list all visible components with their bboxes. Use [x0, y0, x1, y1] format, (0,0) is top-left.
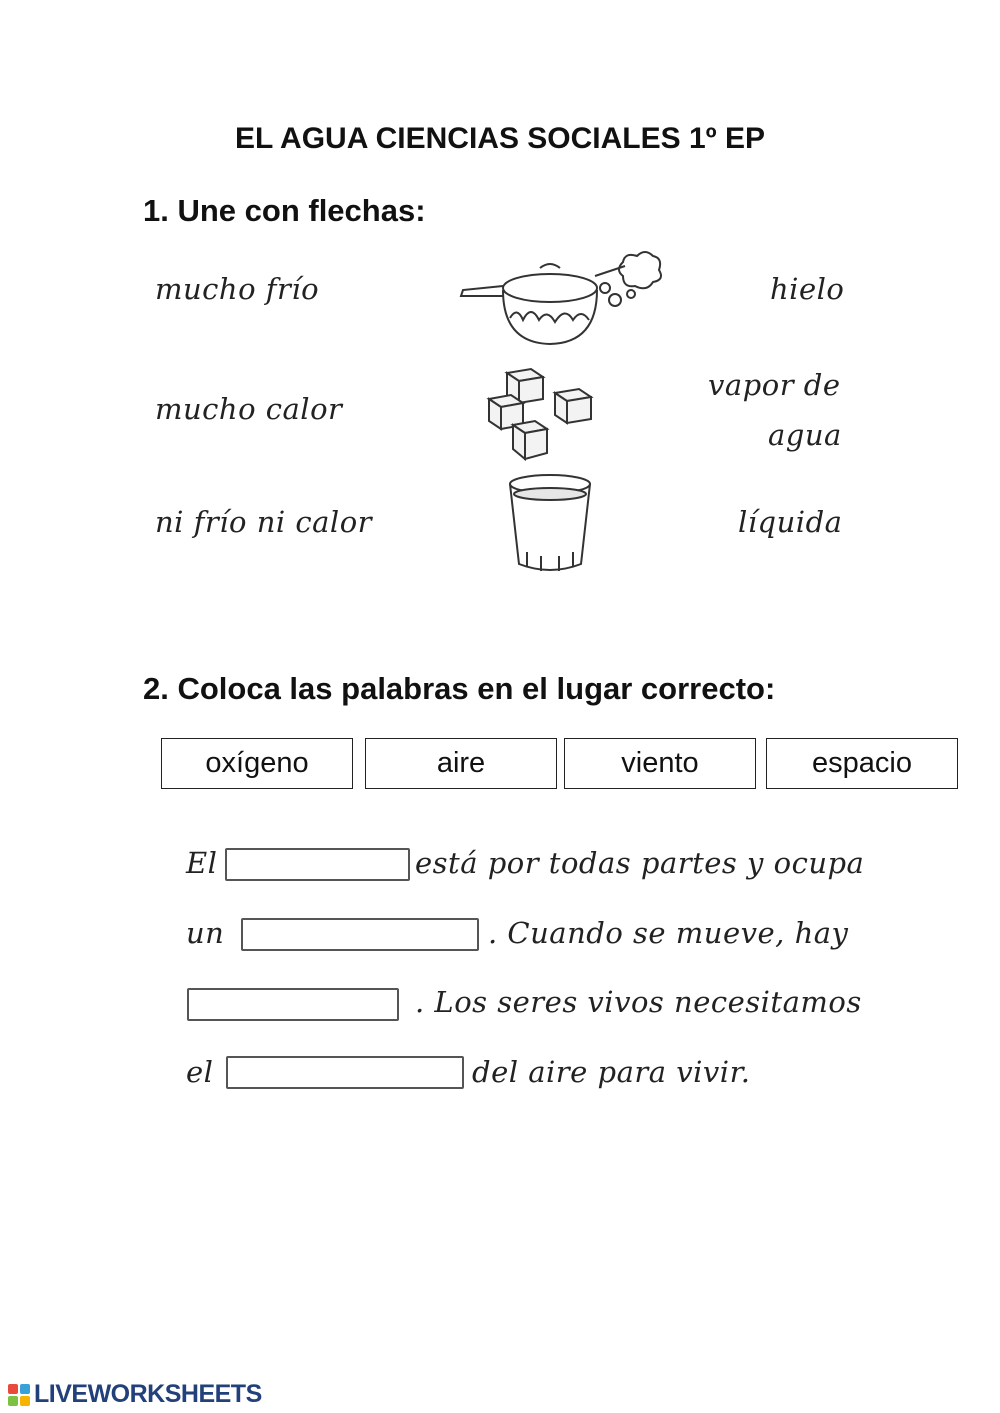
- blank-4-input[interactable]: [226, 1056, 464, 1089]
- sentence-2-end: . Cuando se mueve, hay: [488, 916, 849, 950]
- blank-1-input[interactable]: [225, 848, 410, 881]
- blank-3-input[interactable]: [187, 988, 399, 1021]
- right-label-3: líquida: [738, 505, 843, 539]
- logo-text: LIVEWORKSHEETS: [34, 1380, 262, 1408]
- left-label-1: mucho frío: [155, 272, 320, 306]
- question-1-heading: 1. Une con flechas:: [143, 193, 426, 228]
- liveworksheets-logo-icon: [8, 1384, 30, 1406]
- left-label-3: ni frío ni calor: [155, 505, 373, 539]
- word-card-oxigeno[interactable]: oxígeno: [161, 738, 353, 789]
- ice-cubes-icon: [485, 365, 597, 465]
- word-card-espacio[interactable]: espacio: [766, 738, 958, 789]
- sentence-2-start: un: [186, 916, 225, 950]
- right-label-2b: agua: [768, 418, 842, 452]
- water-glass-icon: [505, 472, 595, 577]
- word-card-aire[interactable]: aire: [365, 738, 557, 789]
- sentence-3-end: . Los seres vivos necesitamos: [415, 985, 862, 1019]
- right-label-1: hielo: [770, 272, 845, 306]
- liveworksheets-logo[interactable]: [8, 1380, 262, 1409]
- question-2-heading: 2. Coloca las palabras en el lugar correcto:: [143, 671, 776, 706]
- sentence-4-start: el: [186, 1055, 214, 1089]
- blank-2-input[interactable]: [241, 918, 479, 951]
- sentence-1-start: El: [186, 846, 218, 880]
- boiling-pot-icon: [455, 248, 665, 350]
- sentence-1-end: está por todas partes y ocupa: [415, 846, 865, 880]
- word-card-viento[interactable]: viento: [564, 738, 756, 789]
- sentence-4-end: del aire para vivir.: [472, 1055, 751, 1089]
- left-label-2: mucho calor: [155, 392, 343, 426]
- right-label-2a: vapor de: [708, 368, 841, 402]
- page-title: EL AGUA CIENCIAS SOCIALES 1º EP: [235, 122, 765, 155]
